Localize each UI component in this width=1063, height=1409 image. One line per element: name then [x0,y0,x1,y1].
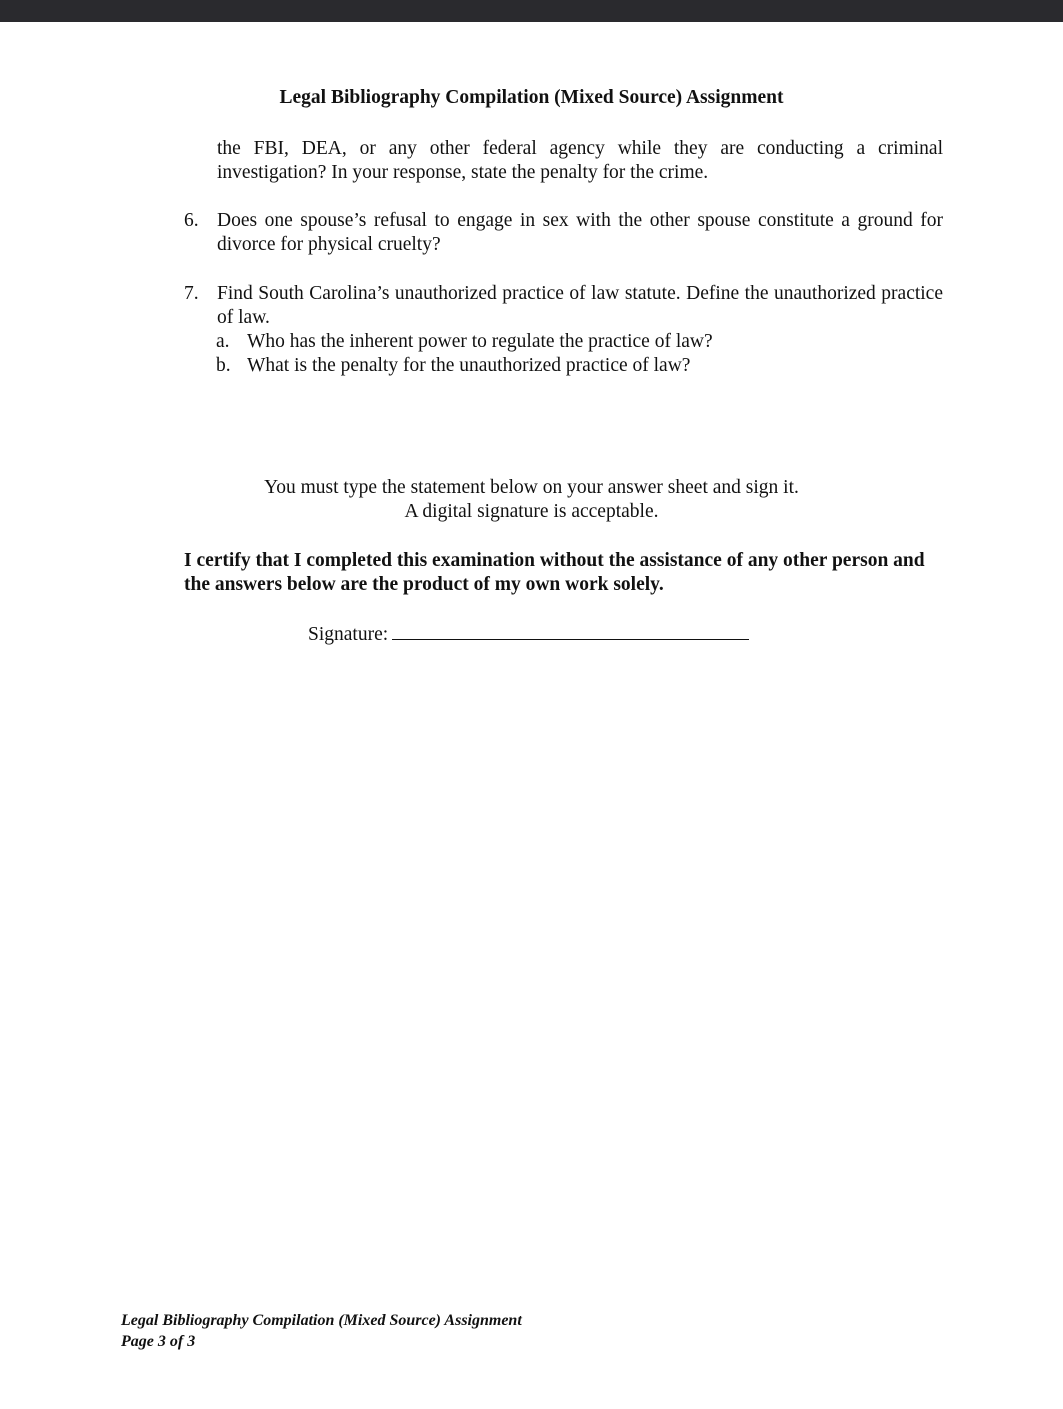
page-title: Legal Bibliography Compilation (Mixed Source) Assignment [279,87,784,108]
sub-question-a [184,330,943,354]
question-text: Does one spouse’s refusal to engage in sex with the other spouse constitute a ground for divorce for physical cruelty? [217,210,943,255]
footer-title: Legal Bibliography Compilation (Mixed Source) Assignment [121,1312,522,1329]
page-footer [121,1310,522,1352]
sub-question-b [184,354,943,378]
question-text: Find South Carolina’s unauthorized practice of law statute. Define the unauthorized practice of law. [217,283,943,328]
sub-question-label: a. [216,331,230,352]
question-number: 7. [184,283,199,304]
question-number: 6. [184,210,199,231]
instruction-line-1: You must type the statement below on your answer sheet and sign it. [264,477,799,498]
footer-page-number: Page 3 of 3 [121,1333,196,1350]
window-top-bar [0,0,1063,22]
signature-blank [392,621,749,640]
signing-instructions [0,476,1063,524]
sub-question-label: b. [216,355,231,376]
signature-label: Signature: [308,624,389,645]
sub-question-text: Who has the inherent power to regulate the practice of law? [247,331,713,352]
signature-line [308,621,749,647]
question-6 [184,209,943,257]
question-7 [184,282,943,378]
sub-question-text: What is the penalty for the unauthorized practice of law? [247,355,691,376]
continued-question-text: the FBI, DEA, or any other federal agency while they are conducting a criminal investigation? In your response, state the penalty for the crime. [217,138,943,183]
instruction-line-2: A digital signature is acceptable. [404,501,659,522]
certification-statement: I certify that I completed this examination without the assistance of any other person and the answers below are the product of my own work solely. [184,550,925,595]
